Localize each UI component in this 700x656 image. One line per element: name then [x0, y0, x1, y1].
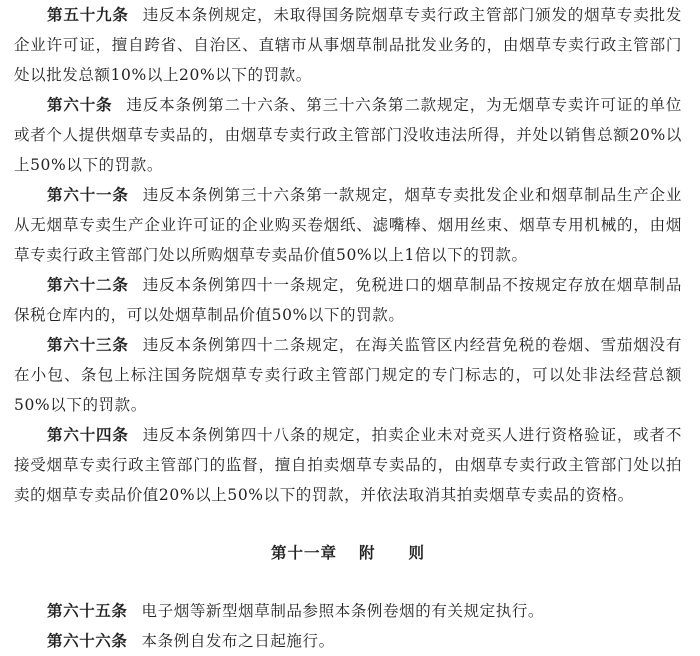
- chapter-title: 附 则: [359, 543, 426, 562]
- article-59: [14, 0, 682, 90]
- article-61: [14, 180, 682, 270]
- article-number: 第六十三条: [47, 335, 129, 354]
- article-text: 违反本条例第二十六条、第三十六条第二款规定，为无烟草专卖许可证的单位或者个人提供烟草专卖品的，由烟草专卖行政主管部门没收违法所得，并处以销售总额20%以上50%以下的罚款。: [14, 96, 683, 174]
- article-64: [14, 420, 682, 510]
- article-66: [14, 626, 682, 656]
- article-63: [14, 330, 682, 420]
- article-number: 第六十二条: [47, 275, 129, 294]
- article-62: [14, 270, 682, 330]
- article-text: 违反本条例第四十二条规定，在海关监管区内经营免税的卷烟、雪茄烟没有在小包、条包上标注国务院烟草专卖行政主管部门规定的专门标志的，可以处非法经营总额50%以下的罚款。: [14, 336, 682, 414]
- article-number: 第六十五条: [47, 601, 128, 620]
- article-text: 违反本条例第四十八条的规定，拍卖企业未对竞买人进行资格验证，或者不接受烟草专卖行政主管部门的监督，擅自拍卖烟草专卖品的，由烟草专卖行政主管部门处以拍卖的烟草专卖品价值20%以上50%以下的罚款，并依法取消其拍卖烟草专卖品的资格。: [14, 426, 682, 504]
- article-65: [14, 596, 682, 626]
- article-number: 第六十条: [47, 95, 113, 114]
- article-60: [14, 90, 682, 180]
- article-text: 违反本条例第四十一条规定，免税进口的烟草制品不按规定存放在烟草制品保税仓库内的，可以处烟草制品价值50%以下的罚款。: [14, 276, 682, 324]
- article-text: 违反本条例第三十六条第一款规定，烟草专卖批发企业和烟草制品生产企业从无烟草专卖生产企业许可证的企业购买卷烟纸、滤嘴棒、烟用丝束、烟草专用机械的，由烟草专卖行政主管部门处以所购烟草专卖品价值50%以上1倍以下的罚款。: [14, 186, 682, 264]
- article-number: 第五十九条: [47, 5, 129, 24]
- article-text: 本条例自发布之日起施行。: [141, 632, 335, 650]
- article-number: 第六十一条: [47, 185, 129, 204]
- article-number: 第六十六条: [47, 631, 128, 650]
- article-text: 违反本条例规定，未取得国务院烟草专卖行政主管部门颁发的烟草专卖批发企业许可证，擅自跨省、自治区、直辖市从事烟草制品批发业务的，由烟草专卖行政主管部门处以批发总额10%以上20%以下的罚款。: [14, 6, 682, 84]
- chapter-heading: [14, 538, 682, 568]
- article-text: 电子烟等新型烟草制品参照本条例卷烟的有关规定执行。: [141, 602, 545, 620]
- chapter-number: 第十一章: [270, 543, 337, 562]
- article-number: 第六十四条: [47, 425, 129, 444]
- document-body: [14, 0, 682, 656]
